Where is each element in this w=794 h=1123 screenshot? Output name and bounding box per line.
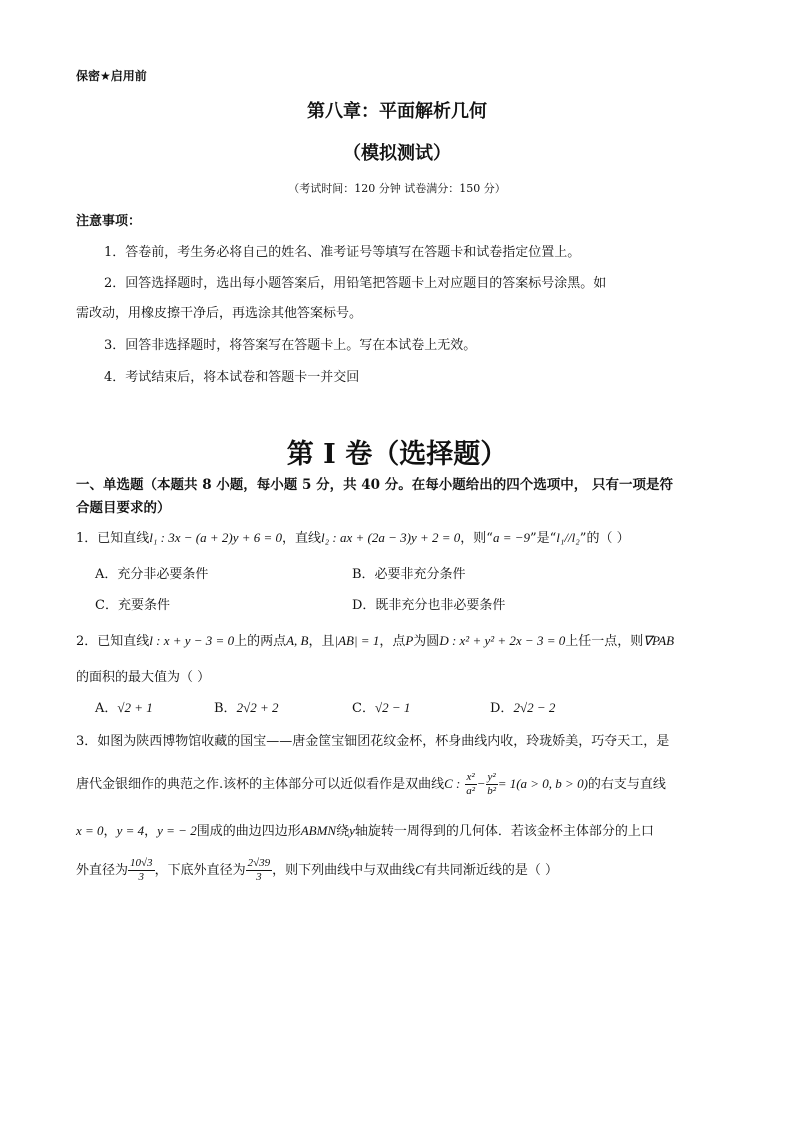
question-2 <box>76 630 674 649</box>
q1-option-a[interactable]: A．充分非必要条件 <box>95 567 209 582</box>
q3-curve-c-ref: C <box>415 862 424 877</box>
q3-text: 绕 <box>336 824 350 839</box>
notes-heading: 注意事项： <box>76 214 142 229</box>
q3-fraction-y-num: y² <box>487 771 496 783</box>
q1-text: ”的（ ） <box>579 531 630 546</box>
q2-option-d-label: D． <box>490 701 514 716</box>
q3-line-3 <box>76 820 654 839</box>
q3-line-y4: y = 4 <box>116 823 145 838</box>
q3-text: 有共同渐近线的是（ ） <box>423 863 558 878</box>
q3-fraction-y <box>486 772 498 797</box>
q3-fraction-x-num: x² <box>466 771 475 783</box>
q3-text: ， <box>103 824 117 839</box>
q2-option-c-label: C． <box>352 701 375 716</box>
q3-top-diameter-num: 10√3 <box>130 857 153 869</box>
note-item: 4．考试结束后，将本试卷和答题卡一并交回 <box>104 370 360 385</box>
q3-line-4 <box>76 850 558 891</box>
exam-info: （考试时间：120 分钟 试卷满分：150 分） <box>288 182 506 195</box>
q3-quad-abmn: ABMN <box>300 823 337 838</box>
q1-parallel: l₁//l₂ <box>556 530 580 545</box>
q3-top-diameter <box>128 858 155 883</box>
q2-line-l: l : x + y − 3 = 0 <box>149 633 235 648</box>
q2-text: ，点 <box>379 634 406 649</box>
note-item: 1．答卷前，考生务必将自己的姓名、准考证号等填写在答题卡和试卷指定位置上。 <box>104 245 581 260</box>
q3-y-axis: y <box>349 823 355 838</box>
q3-text: ，下底外直径为 <box>154 863 246 878</box>
q2-option-c-value: √2 − 1 <box>374 700 411 715</box>
q3-equation-rest: = 1(a > 0, b > 0) <box>497 776 588 791</box>
q3-text: ， <box>144 824 158 839</box>
q2-text: ，且 <box>308 634 335 649</box>
section-intro-continued: 合题目要求的） <box>76 500 171 516</box>
q2-text: 上的两点 <box>234 634 287 649</box>
q3-bottom-diameter-num: 2√39 <box>247 857 271 869</box>
note-item: 2．回答选择题时，选出每小题答案后，用铅笔把答题卡上对应题目的答案标号涂黑。如 <box>104 276 607 291</box>
q2-option-a[interactable] <box>95 697 153 716</box>
confidential-label: 保密★启用前 <box>76 69 147 83</box>
q2-option-c[interactable] <box>352 697 410 716</box>
page-subtitle: （模拟测试） <box>343 143 451 164</box>
q2-option-d-value: 2√2 − 2 <box>513 700 556 715</box>
q2-point-p: P <box>405 633 414 648</box>
q1-line-l1: l₁ : 3x − (a + 2)y + 6 = 0 <box>149 530 283 545</box>
q2-text: 上任一点，则 <box>565 634 644 649</box>
q3-text: 围成的曲边四边形 <box>196 824 301 839</box>
q3-text: 轴旋转一周得到的几何体．若该金杯主体部分的上口 <box>354 824 654 839</box>
q2-option-b-value: 2√2 + 2 <box>236 700 279 715</box>
q3-line-1: 3．如图为陕西博物馆收藏的国宝——唐金筐宝钿团花纹金杯，杯身曲线内收，玲珑娇美，巧夺天工，是 <box>76 734 670 749</box>
q1-line-l2: l₂ : ax + (2a − 3)y + 2 = 0 <box>321 530 461 545</box>
q2-option-b-label: B． <box>214 701 237 716</box>
q3-fraction-x <box>465 772 477 797</box>
q3-line-2 <box>76 764 666 805</box>
q2-prefix: 2．已知直线 <box>76 634 150 649</box>
q3-line-x0: x = 0 <box>76 823 104 838</box>
q3-text: 外直径为 <box>76 863 129 878</box>
q2-option-a-value: √2 + 1 <box>117 700 153 715</box>
q1-option-c[interactable]: C．充要条件 <box>95 598 170 613</box>
page-title: 第八章：平面解析几何 <box>307 101 487 122</box>
q2-line-2: 的面积的最大值为（ ） <box>76 670 211 685</box>
note-item: 3．回答非选择题时，将答案写在答题卡上。写在本试卷上无效。 <box>104 338 477 353</box>
note-item-continued: 需改动，用橡皮擦干净后，再选涂其他答案标号。 <box>76 306 363 321</box>
q2-points: A, B <box>286 633 309 648</box>
q3-text: 的右支与直线 <box>587 777 666 792</box>
q2-length: |AB| = 1 <box>334 633 380 648</box>
q1-text: ”是“ <box>530 531 557 546</box>
q3-bottom-diameter <box>246 858 273 883</box>
q2-option-d[interactable] <box>490 697 555 716</box>
q2-option-b[interactable] <box>214 697 278 716</box>
q3-text: 唐代金银细作的典范之作.该杯的主体部分可以近似看作是双曲线 <box>76 777 445 792</box>
q1-condition: a = −9 <box>492 530 530 545</box>
q3-curve-c: C : <box>444 776 461 791</box>
q2-text: 为圆 <box>413 634 440 649</box>
q3-line-ym2: y = − 2 <box>157 823 197 838</box>
question-1 <box>76 527 630 546</box>
q3-top-diameter-den: 3 <box>138 871 145 883</box>
q3-fraction-y-den: b² <box>487 785 496 797</box>
q2-circle: D : x² + y² + 2x − 3 = 0 <box>439 633 566 648</box>
q2-option-a-label: A． <box>95 701 118 716</box>
q3-bottom-diameter-den: 3 <box>256 871 262 883</box>
q1-text: ，则“ <box>460 531 493 546</box>
section-title: 第 I 卷（选择题） <box>286 439 508 470</box>
q3-fraction-x-den: a² <box>466 785 476 797</box>
q1-text: ，直线 <box>282 531 322 546</box>
q2-triangle: ∇PAB <box>643 633 675 648</box>
q1-prefix: 1．已知直线 <box>76 531 150 546</box>
q1-option-d[interactable]: D．既非充分也非必要条件 <box>352 598 506 613</box>
q3-minus: − <box>476 776 486 791</box>
section-intro: 一、单选题（本题共 8 小题，每小题 5 分，共 40 分。在每小题给出的四个选项中， 只有一项是符 <box>76 477 673 493</box>
q3-text: ，则下列曲线中与双曲线 <box>272 863 416 878</box>
q1-option-b[interactable]: B．必要非充分条件 <box>352 567 466 582</box>
